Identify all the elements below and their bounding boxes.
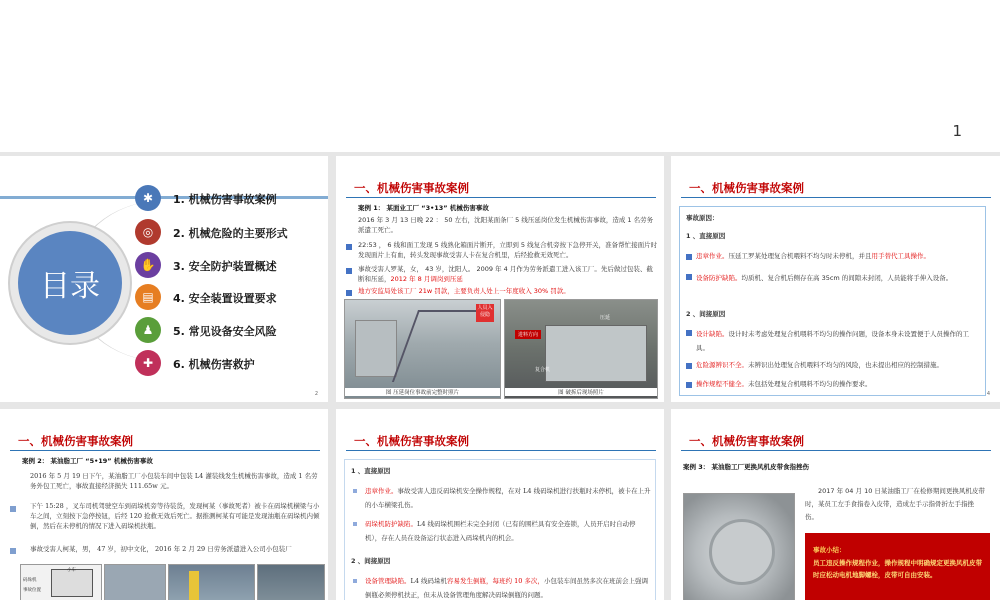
fan-photo <box>683 493 795 600</box>
cause-box: 事故原因： 1 、直接原因 违章作业。压延工罗某处理复合机喂料不均匀时未停机，并且用手替代工具操作。 设备防护缺陷。均质机、复合机后侧存在高 35cm 的间隙未封闭，人员能将手伸入设备。 2 、间接原因 设计缺陷。设计时未考虑处理复合机喂料不均匀的操作问题，设备本身未设置便于人员操作的工具。 危险源辨识不全。未辨识出处理复合机喂料不均匀的风险，也未提出相应的控制措施。 操作规程不健全。未包括处理复合机喂料不均匀的操作要求。 <box>679 206 986 396</box>
indirect-cause-heading: 2 、间接原因 <box>686 310 726 318</box>
cause-heading: 事故原因： <box>686 214 719 222</box>
bullet-icon <box>686 254 692 260</box>
title-underline <box>346 450 656 451</box>
bullet-icon <box>686 363 692 369</box>
document-icon: ▤ <box>135 284 161 310</box>
bullet-icon <box>353 489 357 493</box>
title-underline <box>10 450 320 451</box>
bullet-icon <box>353 579 357 583</box>
slide-title: 一、机械伤害事故案例 <box>18 434 133 448</box>
title-underline <box>681 197 991 198</box>
warning-tag: 人员入侵隐 <box>476 304 494 322</box>
photo-caption: 图 破拆后现场照片 <box>505 388 657 396</box>
direct-cause-heading: 1 、直接原因 <box>686 232 726 240</box>
bullet-icon <box>686 274 692 280</box>
bullet-icon <box>686 382 692 388</box>
viewer-background <box>0 0 1000 152</box>
slide-title: 一、机械伤害事故案例 <box>689 434 804 448</box>
summary-text: 员工违反操作规程作业，操作规程中明确规定更换风机皮带时应松动电机地脚螺栓，皮带可自由安装。 <box>813 559 982 579</box>
slide-title: 一、机械伤害事故案例 <box>354 181 469 195</box>
slide-thumbnail-case1-cause[interactable] <box>671 156 1000 402</box>
bullet-icon <box>10 548 16 554</box>
hand-icon: ✋ <box>135 252 161 278</box>
slide-thumbnail-toc[interactable]: 目录 ✱ 1. 机械伤害事故案例 ◎ 2. 机械危险的主要形式 ✋ 3. 安全防护装置概述 ▤ 4. 安全装置设置要求 ♟ 5. 常见设备安全风险 ✚ 6. 机械伤害救护 2 <box>0 156 328 402</box>
arrow-label: 压延 <box>600 315 611 321</box>
arrow-label: 进料方向 <box>515 330 541 339</box>
slide-thumbnail-case1[interactable] <box>336 156 664 402</box>
scene-photo <box>168 564 255 600</box>
cause-box: 1 、直接原因 违章作业。事故受害人违反码垛机安全操作规程，在对 L4 线码垛机进行扶瓶时未停机，被卡在上升的小车横梁孔伤。 码垛机防护缺陷。L4 线码垛机围栏未完全封闭（已有的围栏具有安全连锁，人员开启时自动停机），存在人员在设备运行状态进入码垛机内的机会。 2 、间接原因 设备管理缺陷。L4 线码垛机容易发生倒瓶，每班约 10 多次，小包装车间虽然多次在班前会上强调倒瓶必须停机扶正，但未从设备管理角度解决码垛倒瓶的问题。 <box>344 459 656 600</box>
case-paragraph: 下午 15:28 ，叉车司机驾驶空车到码垛机旁等待装货，发现柯某（事故死者）被卡在码垛机横梁与小车之间，立刻按下急停按钮，后经 120 抢救无效后死亡。据推测柯某有可能是发现油瓶在码垛机内倾倒，然后在未停机的情况下进入码垛机扶瓶。 <box>30 502 320 530</box>
scene-photo <box>104 564 166 600</box>
case-paragraph: 2016 年 3 月 13 日晚 22 ： 50 左右，沈阳某面条厂 5 线压延岗位发生机械伤害事故，造成 1 名劳务派遣工死亡。 <box>358 216 654 234</box>
accident-photo-1 <box>344 299 501 399</box>
arrow-label: 复合机 <box>535 367 551 373</box>
photo-caption: 图 压延岗位事故前完整时照片 <box>345 388 500 396</box>
case-paragraph: 22:53 ， 6 线和面工发现 5 线熟化箱面片断开，立即到 5 线复合机旁按下急停开关，准备帮忙接面片时发现面片上有血，转头发现事故受害人卡在复合机里，后经抢救无效死亡。 <box>358 241 658 259</box>
case-paragraph: 2017 年 04 月 10 日某油脂工厂在检修期间更换风机皮带时，某员工左手食指卷入皮带，造成左手示指骨折左手指挫伤。 <box>805 487 985 521</box>
first-aid-icon: ✚ <box>135 350 161 376</box>
accident-photo-2 <box>504 299 658 399</box>
slide-title: 一、机械伤害事故案例 <box>354 434 469 448</box>
case-heading: 案例 2： 某油脂工厂 “5•19” 机械伤害事故 <box>22 457 153 465</box>
toc-circle <box>18 231 122 335</box>
direct-cause-heading: 1 、直接原因 <box>351 467 391 475</box>
person-icon: ♟ <box>135 317 161 343</box>
case-heading: 案例 1： 某面业工厂 “3•13” 机械伤害事故 <box>358 204 489 212</box>
palletizer-diagram: 码垛机 事故位置 小车 <box>20 564 102 600</box>
slide-thumbnail-case3[interactable] <box>671 409 1000 600</box>
bullet-icon <box>10 506 16 512</box>
case-highlight: 2012 年 8 月调岗到压延 <box>390 275 463 283</box>
slide-title: 一、机械伤害事故案例 <box>689 181 804 195</box>
case-paragraph: 2016 年 5 月 19 日下午，某油脂工厂小包装车间中包装 L4 灌装线发生机械伤害事故，造成 1 名劳务外包工死亡，事故直接经济损失 111.65w 元。 <box>30 472 318 490</box>
badge-icon: ✱ <box>135 185 161 211</box>
summary-box <box>805 533 990 600</box>
scene-photo <box>257 564 325 600</box>
slide-thumbnail-case2[interactable] <box>0 409 328 600</box>
bullet-icon <box>346 290 352 296</box>
case-heading: 案例 3： 某油脂工厂更换风机皮带食指挫伤 <box>683 463 810 471</box>
page-number: 1 <box>952 122 962 140</box>
title-underline <box>346 197 656 198</box>
bullet-icon <box>353 522 357 526</box>
slide-number: 2 <box>314 391 318 397</box>
slide-thumbnail-case2-cause[interactable] <box>336 409 664 600</box>
case-paragraph: 事故受害人柯某，男， 47 岁，初中文化， 2016 年 2 月 29 日劳务派遣进入公司小包装厂 <box>30 545 292 553</box>
indirect-cause-heading: 2 、间接原因 <box>351 557 391 565</box>
toc-title: 目录 <box>40 269 100 304</box>
bullet-icon <box>346 268 352 274</box>
slide-number: 4 <box>986 391 990 397</box>
bullet-icon <box>686 330 692 336</box>
target-icon: ◎ <box>135 219 161 245</box>
title-underline <box>681 450 991 451</box>
summary-title: 事故小结： <box>813 546 846 554</box>
case-paragraph: 事故受害人罗某，女， 43 岁，沈阳人。 2009 年 4 月作为劳务派遣工进入该工厂。先后做过包装、截断和压延， <box>358 265 653 283</box>
penalty-text: 地方安监局处该工厂 21w 罚款，主要负责人处上一年度收入 30% 罚款。 <box>358 287 570 295</box>
bullet-icon <box>346 244 352 250</box>
